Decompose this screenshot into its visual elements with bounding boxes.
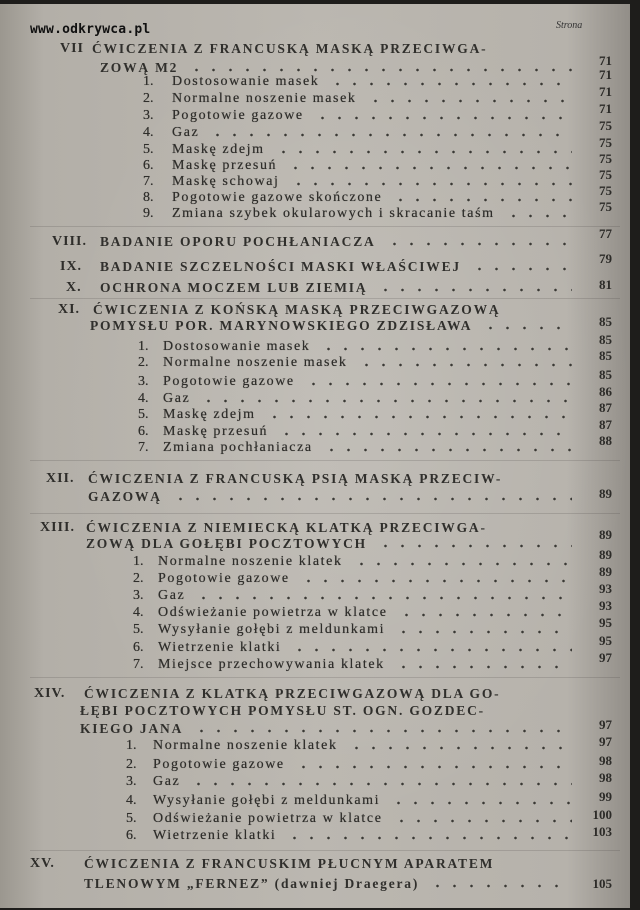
toc-item-label: Odświeżanie powietrza w klatce [153,811,383,826]
page-number: 75 [599,118,612,133]
toc-item-label: Wietrzenie klatki [158,640,282,655]
page-number: 87 [599,417,612,432]
section-title-line [100,277,612,296]
toc-item-number: 6. [126,828,137,843]
page-number: 86 [599,384,612,399]
watermark: www.odkrywca.pl [30,22,151,37]
toc-item [133,547,612,570]
page-number: 85 [599,348,612,363]
section-title-line [84,856,494,872]
toc-item-label: Gaz [163,391,191,406]
section-title-text: ĆWICZENIA Z FRANCUSKĄ PSIĄ MASKĄ PRZECIW- [88,471,503,486]
toc-item [126,807,612,827]
section-title-text: ĆWICZENIA Z FRANCUSKIM PŁUCNYM APARATEM [84,856,495,871]
dot-leader [392,197,572,203]
toc-item-number: 4. [133,605,144,620]
page-number: 75 [599,167,612,182]
toc-item-label: Zmiana szybek okularowych i skracanie taśm [172,206,495,221]
divider [30,460,620,461]
dot-leader [386,241,572,247]
section-title-text: POMYSŁU POR. MARYNOWSKIEGO ZDZISŁAWA [90,318,473,333]
toc-item-label: Miejsce przechowywania klatek [158,657,385,672]
toc-item-label: Normalne noszenie klatek [158,554,343,569]
page-number: 105 [592,876,612,891]
toc-item-number: 7. [138,440,149,455]
toc-item-number: 5. [143,142,154,157]
toc-item [138,433,612,456]
toc-item-number: 3. [133,588,144,603]
page-number: 89 [599,486,612,501]
section-title-text: TLENOWYM „FERNEZ” (dawniej Draegera) [84,876,420,891]
toc-item [133,598,612,621]
page-number: 75 [599,183,612,198]
toc-item-label: Maskę przesuń [163,424,269,439]
toc-item-number: 3. [138,374,149,389]
section-title-text: ĆWICZENIA Z NIEMIECKĄ KLATKĄ PRZECIWGA- [86,520,487,535]
section-title-text: ĆWICZENIA Z KOŃSKĄ MASKĄ PRZECIWGAZOWĄ [93,302,501,317]
toc-item [138,367,612,390]
toc-item-label: Pogotowie gazowe [153,757,285,772]
dot-leader [429,883,572,889]
toc-item [126,824,612,844]
toc-item-label: Maskę zdejm [172,142,265,157]
section-title-text: KIEGO JANA [80,721,184,736]
toc-item-label: Normalne noszenie klatek [153,738,338,753]
toc-item-label: Maskę zdejm [163,407,256,422]
dot-leader [353,561,572,567]
page-number: 71 [599,101,612,116]
dot-leader [188,67,572,73]
divider [30,226,620,227]
dot-leader [395,629,572,635]
page-number: 85 [599,367,612,382]
section-title-line [100,226,612,250]
toc-item-number: 2. [138,355,149,370]
toc-item-number: 6. [143,158,154,173]
divider [30,298,620,299]
section-title-line [84,876,612,892]
toc-item-label: Wysyłanie gołębi z meldunkami [158,622,386,637]
toc-item [133,650,612,673]
toc-item-number: 2. [133,571,144,586]
page-number: 97 [599,717,612,732]
section-numeral: XV. [30,856,55,871]
toc-item-label: Pogotowie gazowe [172,108,304,123]
dot-leader [290,181,572,187]
toc-item-number: 7. [143,174,154,189]
toc-item-label: Maskę schowaj [172,174,280,189]
section-numeral: XIV. [34,686,66,701]
toc-item [143,67,612,90]
dot-leader [367,98,572,104]
dot-leader [200,398,572,404]
toc-item [133,564,612,587]
page-number: 71 [599,53,612,68]
page-number: 81 [599,277,612,292]
toc-item-number: 8. [143,190,154,205]
toc-item-number: 7. [133,657,144,672]
toc-item [133,633,612,656]
toc-item [126,789,612,809]
toc-item-number: 6. [133,640,144,655]
toc-item [126,770,612,790]
toc-item-label: Normalne noszenie masek [163,355,348,370]
page-number: 103 [592,824,612,839]
section-title-text: BADANIE OPORU POCHŁANIACZA [100,234,376,249]
dot-leader [278,431,572,437]
toc-item-label: Wysyłanie gołębi z meldunkami [153,793,381,808]
page-number: 75 [599,135,612,150]
dot-leader [320,346,572,352]
page-number: 75 [599,199,612,214]
divider [30,850,620,851]
dot-leader [505,213,572,219]
toc-item-number: 5. [138,407,149,422]
dot-leader [358,362,572,368]
page-number: 71 [599,84,612,99]
toc-item-number: 4. [143,125,154,140]
dot-leader [287,165,572,171]
page-number: 100 [592,807,612,822]
page-number: 71 [599,67,612,82]
toc-item-label: Pogotowie gazowe skończone [172,190,383,205]
toc-item [143,167,612,190]
section-title-line [92,41,487,57]
toc-item [143,84,612,107]
dot-leader [195,595,572,601]
toc-item-number: 6. [138,424,149,439]
dot-leader [471,266,572,272]
page-number: 85 [599,314,612,329]
page-number: 89 [599,564,612,579]
toc-item-number: 3. [143,108,154,123]
section-title-text: ĆWICZENIA Z KLATKĄ PRZECIWGAZOWĄ DLA GO- [84,686,501,701]
section-numeral: XIII. [40,520,75,535]
toc-item-number: 2. [126,757,137,772]
toc-item-number: 9. [143,206,154,221]
page-number: 87 [599,400,612,415]
dot-leader [295,764,572,770]
toc-item-label: Pogotowie gazowe [158,571,290,586]
page-column-header: Strona [556,20,583,31]
toc-item-label: Gaz [172,125,200,140]
dot-leader [300,578,572,584]
dot-leader [266,414,572,420]
dot-leader [323,447,572,453]
toc-item [143,101,612,124]
toc-item-label: Odświeżanie powietrza w klatce [158,605,388,620]
dot-leader [314,115,572,121]
dot-leader [393,818,572,824]
page-number: 77 [599,226,612,241]
section-title-line [84,686,500,702]
section-title-text: ZOWĄ M2 [100,60,179,75]
section-numeral: IX. [60,259,83,274]
section-numeral: XI. [58,302,81,317]
toc-item [143,118,612,141]
page-number: 98 [599,770,612,785]
page-number: 97 [599,734,612,749]
toc-item-label: Pogotowie gazowe [163,374,295,389]
toc-item [133,581,612,604]
section-title-line [86,520,487,536]
section-title-text: OCHRONA MOCZEM LUB ZIEMIĄ [100,280,368,295]
toc-item-label: Normalne noszenie masek [172,91,357,106]
section-title-text: ŁĘBI POCZTOWYCH POMYSŁU ST. OGN. GOZDEC- [80,703,485,718]
section-title-text: ZOWĄ DLA GOŁĘBI POCZTOWYCH [86,536,367,551]
toc-item-number: 1. [133,554,144,569]
toc-item [138,348,612,371]
toc-item [143,135,612,158]
toc-item-number: 4. [126,793,137,808]
page-number: 95 [599,615,612,630]
divider [30,513,620,514]
page-number: 98 [599,753,612,768]
section-numeral: VII [60,41,85,56]
page-number: 97 [599,650,612,665]
section-numeral: X. [66,280,82,295]
section-title-line [80,717,612,737]
dot-leader [395,664,572,670]
toc-item [138,417,612,440]
section-title-text: GAZOWĄ [88,489,162,504]
dot-leader [291,647,572,653]
toc-item [143,199,612,222]
toc-item-label: Zmiana pochłaniacza [163,440,313,455]
toc-item-label: Maskę przesuń [172,158,278,173]
toc-item [143,183,612,206]
dot-leader [377,287,572,293]
book-page [0,4,630,908]
section-numeral: XII. [46,471,75,486]
section-title-line [93,302,500,318]
toc-item-number: 3. [126,774,137,789]
dot-leader [482,325,572,331]
toc-item [126,734,612,754]
page-number: 93 [599,581,612,596]
toc-item-number: 1. [126,738,137,753]
toc-item-label: Dostosowanie masek [172,74,320,89]
page-number: 99 [599,789,612,804]
toc-item-label: Wietrzenie klatki [153,828,277,843]
dot-leader [398,612,572,618]
toc-item [133,615,612,638]
toc-item-number: 2. [143,91,154,106]
page-number: 93 [599,598,612,613]
dot-leader [190,781,572,787]
section-title-line [100,251,612,275]
toc-item [138,332,612,355]
dot-leader [209,132,572,138]
toc-item-number: 5. [126,811,137,826]
dot-leader [329,81,572,87]
toc-item-number: 1. [143,74,154,89]
toc-item-label: Dostosowanie masek [163,339,311,354]
divider [30,677,620,678]
dot-leader [172,496,572,502]
toc-item [138,400,612,423]
page-number: 95 [599,633,612,648]
section-title-line [90,314,612,334]
page-number: 88 [599,433,612,448]
dot-leader [305,381,572,387]
toc-item-label: Gaz [153,774,181,789]
dot-leader [348,745,572,751]
page-number: 79 [599,251,612,266]
section-title-line [88,486,612,505]
section-title-line [88,471,502,487]
page-number: 85 [599,332,612,347]
toc-item-number: 5. [133,622,144,637]
page-number: 75 [599,151,612,166]
dot-leader [390,800,572,806]
page-number: 89 [599,527,612,542]
dot-leader [286,835,572,841]
section-title-text: BADANIE SZCZELNOŚCI MASKI WŁAŚCIWEJ [100,259,461,274]
toc-item-number: 1. [138,339,149,354]
dot-leader [377,543,572,549]
dot-leader [275,149,572,155]
toc-item-label: Gaz [158,588,186,603]
toc-item [143,151,612,174]
section-numeral: VIII. [52,234,87,249]
section-title-text: ĆWICZENIA Z FRANCUSKĄ MASKĄ PRZECIWGA- [92,41,488,56]
dot-leader [193,728,572,734]
toc-item-number: 4. [138,391,149,406]
toc-item [138,384,612,407]
section-title-line [80,703,485,719]
page-number: 89 [599,547,612,562]
toc-item [126,753,612,773]
